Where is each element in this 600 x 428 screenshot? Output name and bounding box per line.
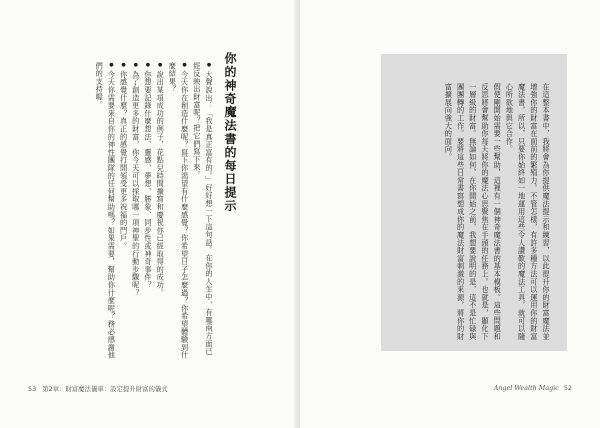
list-item [117,62,129,362]
left-footer [28,384,168,393]
list-item [154,62,166,362]
list-item-text: 你感覺什麼？真正的感覺打開領受更多祝福的門戶。 [119,70,129,251]
intro-text [396,83,552,345]
list-item-text: 大聲說出：「我是真正富有的。」好好想一下這句話。在你的人生中，有哪兩方面已經反映出財富呢？把它們寫下來。 [192,62,214,356]
paragraph: 假使剛開始需要一些幫助，這裡有一個神奇魔法書的基本模板。這些問題和反思將會幫助你每天將你的魔法心思聚焦在手頭的任務上。也就是，顯化下一層級的財富。無論如何，在你開始之前，我想要說明的是，這不是忙碌與團團轉的工作。要將這些日常書寫想成你的魔法財富刺激的來源，將你的財富擴展向強大的面向。 [444,83,503,341]
paragraph: 在這整本書中，我將會為你提供魔法提示和練習，以此提升你的財富魔法並增強你的財富在面前的繁殖力。不管怎樣，有許多種方法可以運用你的財富魔法書，所以，只要你始終如一地運用這些令人讚歎的魔法工具，就可以隨心所欲地與它合作。 [505,83,551,341]
list-item-text: 說出某項成功的例子，花點兒時間擴寫和慶祝你已經取得的成功。 [156,70,166,297]
list-item [191,62,215,362]
list-item [166,62,190,362]
list-item-text: 為了創造更多的財富，你今天可以採取哪一項神聖的行動步驟呢？ [131,70,141,297]
bullet-icon: ● [120,62,127,69]
list-item-text: 你想要記錄什麼想法、靈感、夢想、勝象、同步性或神奇事件？ [143,70,153,290]
page-number: 52 [563,384,572,392]
prompt-list [50,62,215,362]
bullet-icon: ● [144,62,151,69]
bullet-icon: ● [181,62,188,69]
right-footer [494,384,572,392]
bullet-icon: ● [206,62,212,69]
bullet-icon: ● [157,62,164,69]
page-title: 你的神奇魔法書的每日提示 [223,52,237,213]
list-item [142,62,154,362]
chapter-heading: 第2章：財富魔法儀車：設定提升財富的儀式 [42,385,168,393]
page-number: 53 [28,385,37,393]
bullet-icon: ● [132,62,139,69]
list-item [130,62,142,362]
bullet-icon: ● [108,62,115,69]
list-item-text: 今天你在創造什麼呢？寫下你渴望有什麼感覺？你希望日子怎麼過？你希望體驗到什麼結果？ [168,62,190,360]
book-title: Angel Wealth Magic [493,384,559,392]
list-item [93,62,117,362]
list-item-text: 今天你需要來自你的神性團隊的任何幫助嗎？如果需要，幫助你什麼呢？務必感謝他們的支持喔。 [95,62,117,360]
